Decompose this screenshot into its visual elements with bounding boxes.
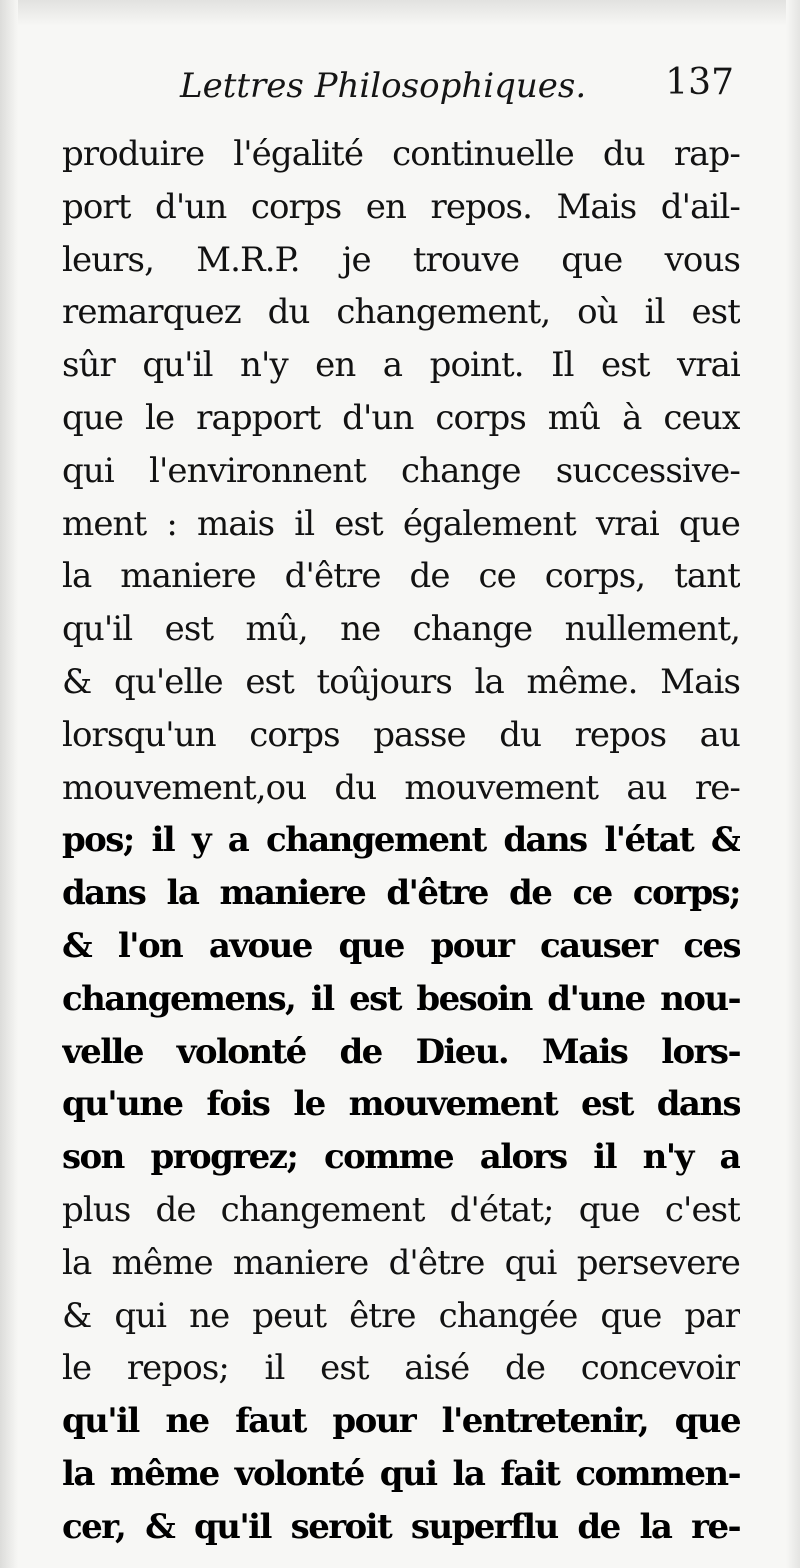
text-line: qu'il est mû, ne change nullement,	[62, 609, 740, 650]
text-line: pos; il y a changement dans l'état &	[62, 820, 740, 861]
running-title: Lettres Philosophiques.	[180, 66, 587, 106]
text-line: qu'une fois le mouvement est dans	[62, 1084, 740, 1125]
text-line: plus de changement d'état; que c'est	[62, 1189, 740, 1230]
text-line: mouvement,ou du mouvement au re-	[62, 767, 740, 808]
text-line: la même maniere d'être qui persevere	[62, 1242, 740, 1283]
page-edge-top	[0, 0, 800, 26]
text-line: qui l'environnent change successive-	[62, 450, 740, 491]
text-line: changemens, il est besoin d'une nou-	[62, 978, 740, 1019]
text-line: produire l'égalité continuelle du rap-	[62, 134, 740, 174]
text-line: le repos; il est aisé de concevoir	[62, 1348, 740, 1389]
text-line: leurs, M.R.P. je trouve que vous	[62, 239, 740, 280]
text-line: & qui ne peut être changée que par	[62, 1295, 740, 1336]
text-line: velle volonté de Dieu. Mais lors-	[62, 1031, 740, 1072]
text-line: que le rapport d'un corps mû à ceux	[62, 397, 740, 438]
text-line: la maniere d'être de ce corps, tant	[62, 556, 740, 597]
text-line: & qu'elle est toûjours la même. Mais	[62, 661, 740, 702]
text-line: ment : mais il est également vrai que	[62, 503, 740, 544]
text-line: lorsqu'un corps passe du repos au	[62, 714, 740, 755]
text-line: dans la maniere d'être de ce corps;	[62, 873, 740, 914]
text-line: sûr qu'il n'y en a point. Il est vrai	[62, 345, 740, 386]
text-line: qu'il ne faut pour l'entretenir, que	[62, 1401, 740, 1442]
page-header	[60, 58, 740, 118]
text-line: & l'on avoue que pour causer ces	[62, 925, 740, 966]
page-edge-left	[0, 0, 18, 1568]
text-line: port d'un corps en repos. Mais d'ail-	[62, 186, 740, 227]
text-line: la même volonté qui la fait commen-	[62, 1453, 740, 1494]
page-edge-right	[786, 0, 800, 1568]
page-number: 137	[665, 62, 734, 103]
text-line: remarquez du changement, où il est	[62, 292, 740, 333]
body-text	[62, 128, 740, 1554]
text-line: cer, & qu'il seroit superflu de la re-	[62, 1506, 740, 1547]
text-line: son progrez; comme alors il n'y a	[62, 1137, 740, 1178]
